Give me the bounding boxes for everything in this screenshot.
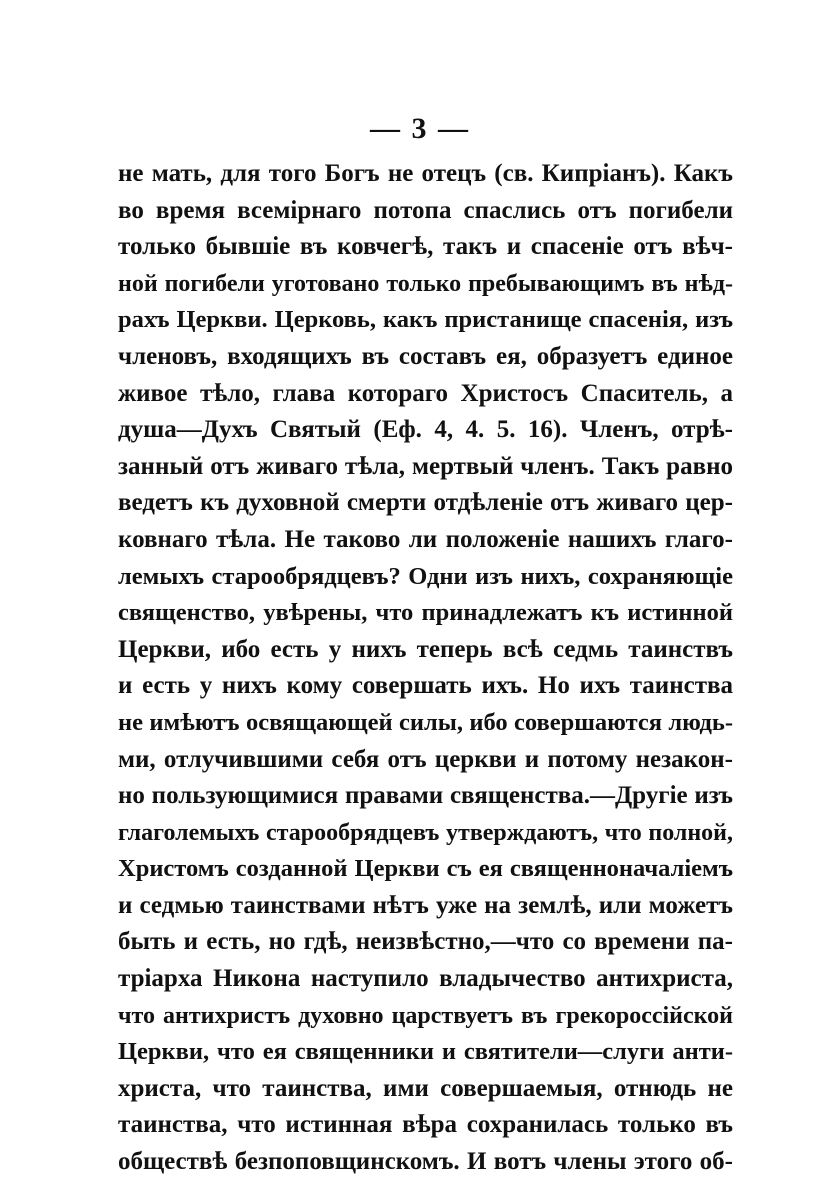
text-line: Церкви, ибо есть у нихъ теперь всѣ седмь таинствъ bbox=[118, 635, 733, 663]
text-line: во время всемірнаго потопа спаслись отъ погибели bbox=[118, 196, 733, 224]
text-line: глаголемыхъ старообрядцевъ утверждаютъ, что полной, bbox=[118, 819, 733, 846]
text-line: ковнаго тѣла. Не таково ли положеніе нашихъ глаго- bbox=[118, 525, 733, 553]
text-line: Церкви, что ея священники и святители—слуги анти- bbox=[118, 1038, 733, 1066]
text-line: ведетъ къ духовной смерти отдѣленіе отъ живаго цер- bbox=[118, 489, 733, 517]
text-line: таинства, что истинная вѣра сохранилась только въ bbox=[118, 1111, 733, 1139]
text-line: рахъ Церкви. Церковь, какъ пристанище спасенія, изъ bbox=[118, 306, 733, 334]
text-line: и седмью таинствами нѣтъ уже на землѣ, или можетъ bbox=[118, 891, 733, 919]
text-line: но пользующимися правами священства.—Другіе изъ bbox=[118, 782, 733, 810]
text-line: членовъ, входящихъ въ составъ ея, образуетъ единое bbox=[118, 342, 733, 370]
text-line: что антихристъ духовно царствуетъ въ грекороссійской bbox=[118, 1002, 733, 1029]
text-line: ми, отлучившими себя отъ церкви и потому незакон- bbox=[118, 745, 733, 773]
text-line: и есть у нихъ кому совершать ихъ. Но ихъ таинства bbox=[118, 672, 733, 700]
text-line: священство, увѣрены, что принадлежатъ къ истинной bbox=[118, 599, 733, 627]
text-line: не мать, для того Богъ не отецъ (св. Кипріанъ). Какъ bbox=[118, 160, 733, 187]
text-line: лемыхъ старообрядцевъ? Одни изъ нихъ, сохраняющіе bbox=[118, 562, 733, 590]
text-line: ной погибели уготовано только пребывающимъ въ нѣд- bbox=[118, 270, 733, 297]
text-line: только бывшіе въ ковчегѣ, такъ и спасеніе отъ вѣч- bbox=[118, 233, 733, 261]
page-number: — 3 — bbox=[370, 112, 470, 145]
text-line: живое тѣло, глава котораго Христосъ Спаситель, а bbox=[118, 379, 733, 407]
text-line: Христомъ созданной Церкви съ ея священноначаліемъ bbox=[118, 855, 733, 883]
text-line: христа, что таинства, ими совершаемыя, отнюдь не bbox=[118, 1074, 733, 1102]
text-line: обществѣ безпоповщинскомъ. И вотъ члены этого об- bbox=[118, 1148, 733, 1176]
body-text bbox=[118, 156, 733, 1181]
text-line: тріарха Никона наступило владычество антихриста, bbox=[118, 965, 733, 993]
text-line: душа—Духъ Святый (Еф. 4, 4. 5. 16). Членъ, отрѣ- bbox=[118, 416, 733, 444]
text-line: занный отъ живаго тѣла, мертвый членъ. Такъ равно bbox=[118, 452, 733, 480]
text-line: не имѣютъ освящающей силы, ибо совершаются людь- bbox=[118, 708, 733, 736]
text-line: быть и есть, но гдѣ, неизвѣстно,—что со времени па- bbox=[118, 928, 733, 956]
